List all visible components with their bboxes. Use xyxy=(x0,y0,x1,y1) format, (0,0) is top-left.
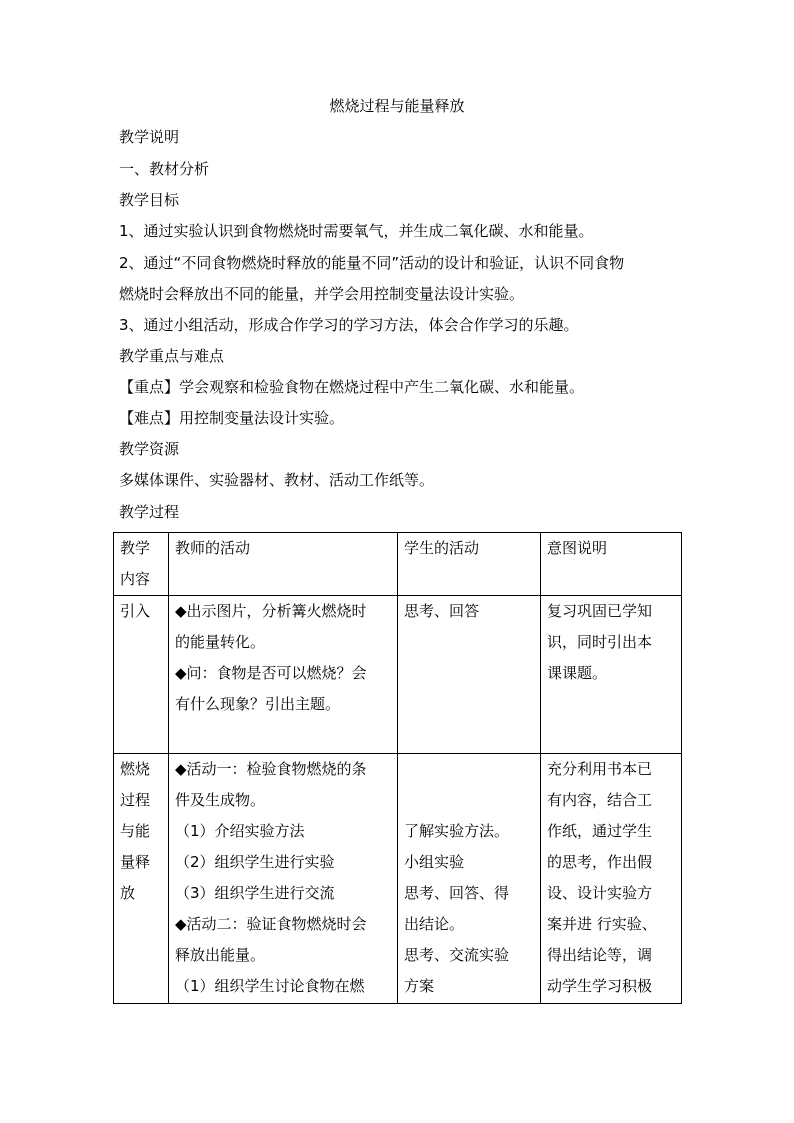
cell-teacher: ◆出示图片，分析篝火燃烧时 的能量转化。 ◆问：食物是否可以燃烧？会 有什么现象？引出主题。 xyxy=(169,596,398,754)
document-title: 燃烧过程与能量释放 xyxy=(329,97,465,115)
cell-student: 思考、回答 xyxy=(398,596,541,754)
cell-content: 引入 xyxy=(114,596,169,754)
goal-2-line-1: 2、通过“不同食物燃烧时释放的能量不同”活动的设计和验证，认识不同食物 xyxy=(119,254,625,272)
cell-intent: 复习巩固已学知 识，同时引出本 课课题。 xyxy=(541,596,682,754)
resources-list: 多媒体课件、实验器材、教材、活动工作纸等。 xyxy=(119,471,435,489)
section-key-points: 教学重点与难点 xyxy=(119,347,225,365)
header-student: 学生的活动 xyxy=(398,533,541,596)
goal-2-line-2: 燃烧时会释放出不同的能量，并学会用控制变量法设计实验。 xyxy=(119,285,525,303)
lesson-plan-table xyxy=(113,532,682,1004)
section-teaching-process: 教学过程 xyxy=(119,503,180,521)
section-material-analysis: 一、教材分析 xyxy=(119,160,210,178)
header-content: 教学 内容 xyxy=(114,533,169,596)
cell-student: 了解实验方法。 小组实验 思考、回答、得 出结论。 思考、交流实验 方案 xyxy=(398,754,541,1004)
key-point: 【重点】学会观察和检验食物在燃烧过程中产生二氧化碳、水和能量。 xyxy=(119,378,585,396)
goal-3: 3、通过小组活动，形成合作学习的学习方法，体会合作学习的乐趣。 xyxy=(119,316,579,334)
header-intent: 意图说明 xyxy=(541,533,682,596)
section-teaching-goals: 教学目标 xyxy=(119,191,180,209)
cell-teacher: ◆活动一：检验食物燃烧的条 件及生成物。 （1）介绍实验方法 （2）组织学生进行实验 （3）组织学生进行交流 ◆活动二：验证食物燃烧时会 释放出能量。 （1）组织学生讨论食物在燃 xyxy=(169,754,398,1004)
goal-1: 1、通过实验认识到食物燃烧时需要氧气，并生成二氧化碳、水和能量。 xyxy=(119,222,594,240)
header-teacher: 教师的活动 xyxy=(169,533,398,596)
section-resources: 教学资源 xyxy=(119,440,180,458)
section-teaching-notes: 教学说明 xyxy=(119,128,180,146)
cell-content: 燃烧 过程 与能 量释 放 xyxy=(114,754,169,1004)
table-header-row xyxy=(114,533,682,596)
difficult-point: 【难点】用控制变量法设计实验。 xyxy=(119,409,345,427)
cell-intent: 充分利用书本已 有内容，结合工 作纸，通过学生 的思考，作出假 设、设计实验方 案并进 行实验、 得出结论等，调 动学生学习积极 xyxy=(541,754,682,1004)
table-row-combustion xyxy=(114,754,682,1004)
table-row-intro xyxy=(114,596,682,754)
